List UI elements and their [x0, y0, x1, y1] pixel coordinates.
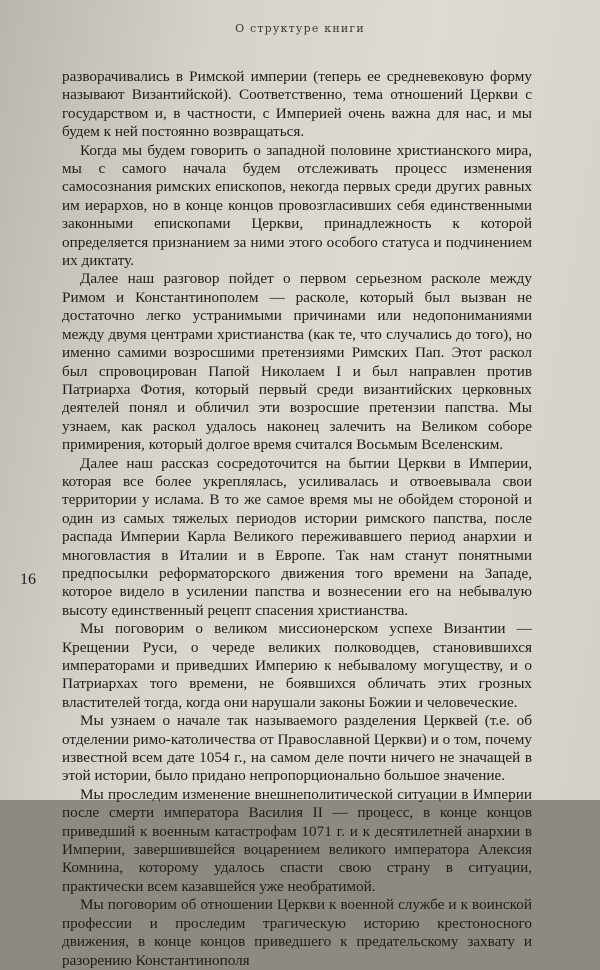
paragraph: Мы узнаем о начале так называемого разделения Церквей (т.е. об отделении римо-католичества от Православной Церкви) и о том, почему известной всем дате 1054 г., на самом деле почти ничего не значащей в этой истории, было придано непропорционально большое значение. [62, 712, 532, 785]
paragraph: Когда мы будем говорить о западной половине христианского мира, мы с самого начала будем отслеживать процесс изменения самосознания римских епископов, некогда первых среди других равных им иерархов, но в конце концов провозгласивших себя единственными законными епископами Церкви, принадлежность к которой определяется признанием за ними этого особого статуса и подчинением их диктату. [62, 141, 532, 270]
paragraph: Мы поговорим об отношении Церкви к военной службе и к воинской профессии и проследим трагическую историю крестоносного движения, в конце концов приведшего к предательскому захвату и разорению Константинополя [62, 896, 532, 969]
paragraph: разворачивались в Римской империи (теперь ее средневековую форму называют Византийской). Соответственно, тема отношений Церкви с государством и, в частности, с Империей очень важна для нас, и мы будем к ней постоянно возвращаться. [62, 68, 532, 141]
paragraph: Мы проследим изменение внешнеполитической ситуации в Империи после смерти императора Василия II — процесс, в конце концов приведший к военным катастрофам 1071 г. и к десятилетней анархии в Империи, завершившейся воцарением великого императора Алексия Комнина, которому удалось спасти свою страну в ситуации, практически всем казавшейся уже необратимой. [62, 785, 532, 895]
running-head: О структуре книги [235, 22, 365, 35]
paragraph: Далее наш разговор пойдет о первом серьезном расколе между Римом и Константинополем — расколе, который был вызван не достаточно легко устранимыми причинами или недопониманиями между двумя центрами христианства (как те, что случались до того), но именно самими возросшими претензиями Римских Пап. Этот раскол был спровоцирован Папой Николаем I и был направлен против Патриарха Фотия, который первый среди византийских церковных деятелей понял и обличил эти возросшие претензии папства. Мы узнаем, как раскол удалось наконец залечить на Великом соборе примирения, который долгое время считался Восьмым Вселенским. [62, 270, 532, 454]
paragraph: Мы поговорим о великом миссионерском успехе Византии — Крещении Руси, о череде великих полководцев, становившихся императорами и приведших Империю к небывалому могуществу, и о Патриархах того времени, не боявшихся обличать этих грозных властителей тогда, когда они нарушали законы Божии и человеческие. [62, 620, 532, 711]
page-number: 16 [20, 571, 36, 588]
body-text [62, 68, 532, 970]
paragraph: Далее наш рассказ сосредоточится на бытии Церкви в Империи, которая все более укреплялась, усиливалась и отвоевывала свои территории у ислама. В то же самое время мы не обойдем стороной и один из самых тяжелых периодов истории римского папства, после распада Империи Карла Великого переживавшего период анархии и многовластия в Италии и в Европе. Так нам станут понятными предпосылки реформаторского движения того времени на Западе, которое видело в усилении папства и вознесении его на небывалую высоту единственный рецепт спасения христианства. [62, 454, 532, 619]
